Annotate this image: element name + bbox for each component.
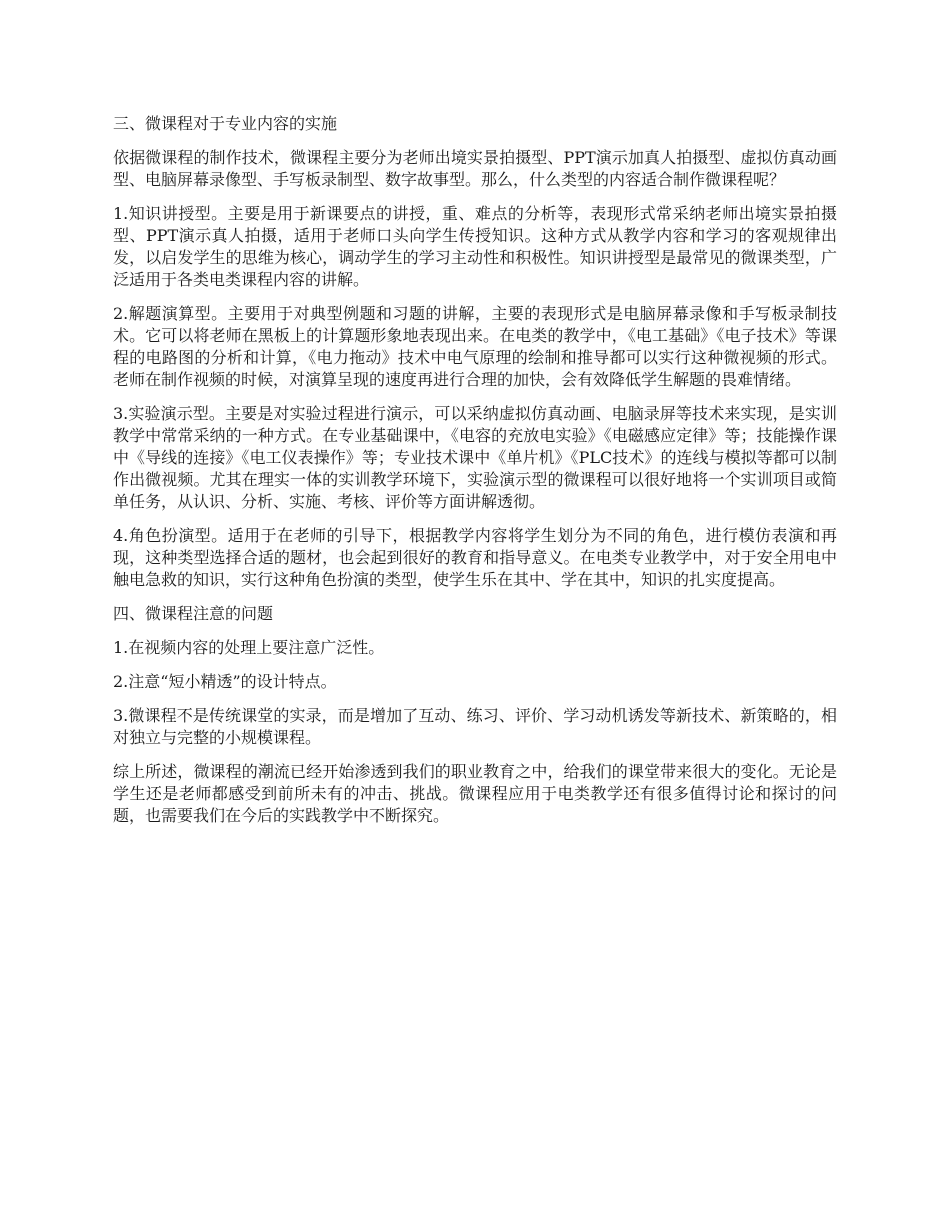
conclusion-paragraph: 综上所述，微课程的潮流已经开始渗透到我们的职业教育之中，给我们的课堂带来很大的变化。无论是学生还是老师都感受到前所未有的冲击、挑战。微课程应用于电类教学还有很多值得讨论和探讨的问题，也需要我们在今后的实践教学中不断探究。 (113, 762, 837, 825)
section-4-heading: 四、微课程注意的问题 (113, 604, 274, 623)
item-experiment-demo: 3.实验演示型。主要是对实验过程进行演示，可以采纳虚拟仿真动画、电脑录屏等技术来实现，是实训教学中常常采纳的一种方式。在专业基础课中，《电容的充放电实验》《电磁感应定律》等；技能操作课中《导线的连接》《电工仪表操作》等；专业技术课中《单片机》《PLC技术》的连线与模拟等都可以制作出微视频。尤其在理实一体的实训教学环境下，实验演示型的微课程可以很好地将一个实训项目或简单任务，从认识、分析、实施、考核、评价等方面讲解透彻。 (113, 404, 837, 511)
item-role-play: 4.角色扮演型。适用于在老师的引导下，根据教学内容将学生划分为不同的角色，进行模仿表演和再现，这种类型选择合适的题材，也会起到很好的教育和指导意义。在电类专业教学中，对于安全用电中触电急救的知识，实行这种角色扮演的类型，使学生乐在其中、学在其中，知识的扎实度提高。 (113, 526, 837, 589)
item-knowledge-lecture: 1.知识讲授型。主要是用于新课要点的讲授，重、难点的分析等，表现形式常采纳老师出境实景拍摄型、PPT演示真人拍摄，适用于老师口头向学生传授知识。这种方式从教学内容和学习的客观规律出发，以启发学生的思维为核心，调动学生的学习主动性和积极性。知识讲授型是最常见的微课类型，广泛适用于各类电类课程内容的讲解。 (113, 204, 837, 289)
document-page (113, 113, 837, 839)
item-problem-solving: 2.解题演算型。主要用于对典型例题和习题的讲解，主要的表现形式是电脑屏幕录像和手写板录制技术。它可以将老师在黑板上的计算题形象地表现出来。在电类的教学中，《电工基础》《电子技术》等课程的电路图的分析和计算，《电力拖动》技术中电气原理的绘制和推导都可以实行这种微视频的形式。老师在制作视频的时候，对演算呈现的速度再进行合理的加快，会有效降低学生解题的畏难情绪。 (113, 304, 837, 389)
note-1: 1.在视频内容的处理上要注意广泛性。 (113, 638, 385, 657)
intro-paragraph: 依据微课程的制作技术，微课程主要分为老师出境实景拍摄型、PPT演示加真人拍摄型、虚拟仿真动画型、电脑屏幕录像型、手写板录制型、数字故事型。那么，什么类型的内容适合制作微课程呢？ (113, 148, 837, 189)
section-3-heading: 三、微课程对于专业内容的实施 (113, 114, 338, 133)
note-2: 2.注意“短小精透”的设计特点。 (113, 672, 337, 691)
note-3: 3.微课程不是传统课堂的实录，而是增加了互动、练习、评价、学习动机诱发等新技术、新策略的，相对独立与完整的小规模课程。 (113, 706, 837, 747)
